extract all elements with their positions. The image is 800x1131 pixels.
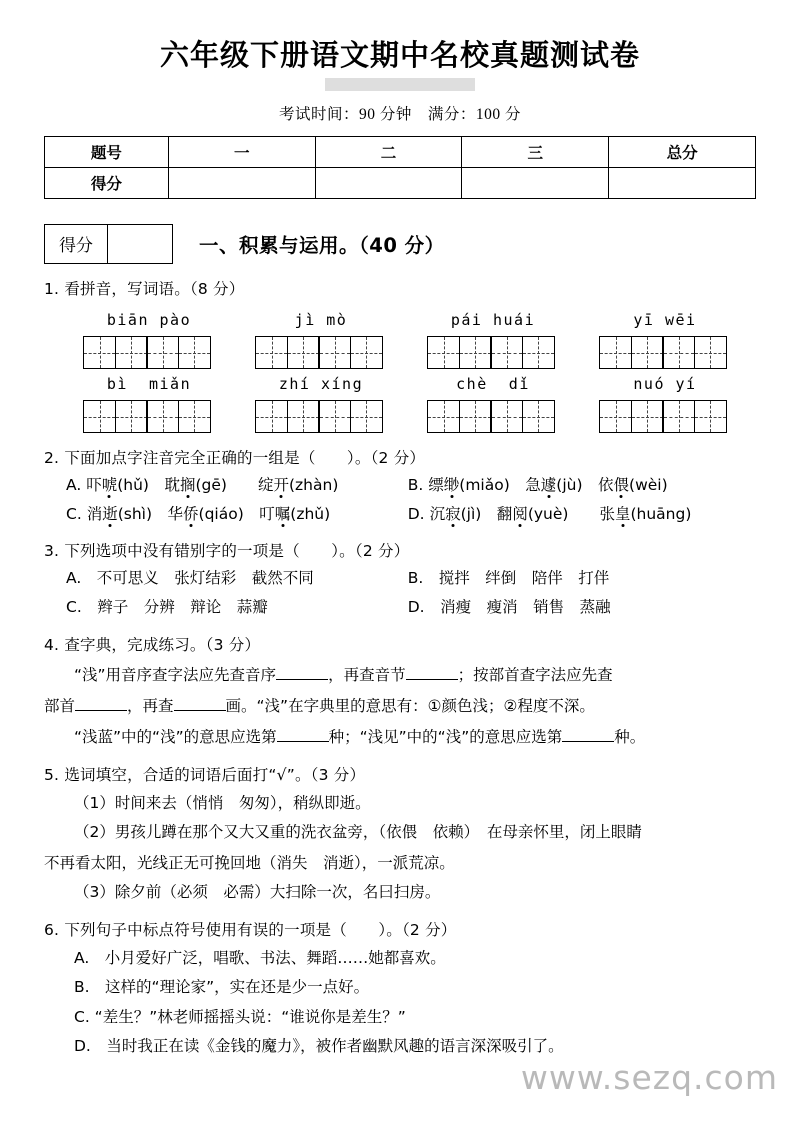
q4-text: “浅蓝”中的“浅”的意思应选第 [74, 727, 277, 746]
option-d[interactable]: D. 消瘦 瘦消 销售 蒸融 [407, 598, 611, 617]
pinyin-label: chè dǐ [456, 375, 530, 394]
tianzige-grid[interactable] [599, 400, 731, 433]
dotted-char: 缈 [443, 476, 460, 495]
row-label-score: 得分 [45, 167, 169, 198]
option-c[interactable]: C. “差生？”林老师摇摇头说：“谁说你是差生？” [74, 1007, 406, 1026]
option-text: (yuè) 张 [527, 505, 615, 524]
tianzi-cell[interactable] [662, 336, 695, 369]
tianzi-cell[interactable] [694, 400, 727, 433]
pinyin-label: biān pào [106, 310, 192, 329]
q4-text: “浅”用音序查字法应先查音序 [74, 665, 277, 684]
answer-blank[interactable] [406, 679, 458, 680]
option-b[interactable]: B. 搅拌 绊倒 陪伴 打伴 [407, 569, 610, 588]
tianzige-grid[interactable] [83, 336, 215, 369]
tianzi-cell[interactable] [83, 336, 116, 369]
tianzi-cell[interactable] [459, 336, 492, 369]
q4-text: 种。 [614, 727, 646, 746]
dotted-char: 唬 [101, 476, 118, 495]
option-text: 沉 [429, 505, 446, 524]
option-d[interactable] [386, 502, 756, 526]
question-3-stem: 3. 下列选项中没有错别字的一项是（ ）。（2 分） [44, 542, 410, 561]
pinyin-group [246, 309, 396, 369]
tianzi-cell[interactable] [115, 400, 148, 433]
dotted-char: 搁 [179, 476, 196, 495]
tianzi-cell[interactable] [255, 400, 288, 433]
tianzi-cell[interactable] [662, 400, 695, 433]
dotted-char: 嘱 [274, 505, 291, 524]
pinyin-label: bì miǎn [106, 375, 192, 394]
pinyin-group [418, 373, 568, 433]
section-score-input[interactable] [108, 225, 172, 263]
question-2-stem: 2. 下面加点字注音完全正确的一组是（ ）。（2 分） [44, 449, 426, 468]
score-cell-3[interactable] [462, 167, 609, 198]
title-smudge [325, 78, 475, 91]
section-score-box [44, 224, 173, 264]
tianzi-cell[interactable] [178, 336, 211, 369]
option-text: 缥 [428, 476, 444, 495]
tianzige-grid[interactable] [599, 336, 731, 369]
option-text: (qiáo) 叮 [198, 505, 275, 524]
question-4-line-3 [44, 725, 756, 750]
tianzige-grid[interactable] [255, 336, 387, 369]
option-d[interactable]: D. 当时我正在读《金钱的魔力》，被作者幽默风趣的语言深深吸引了。 [74, 1036, 564, 1055]
question-4-line-1 [44, 663, 756, 688]
question-5-item-1[interactable]: （1）时间来去（悄悄 匆匆），稍纵即逝。 [74, 793, 371, 812]
tianzi-cell[interactable] [694, 336, 727, 369]
pinyin-row-1 [44, 309, 756, 369]
cell-section-2: 二 [315, 136, 462, 167]
answer-blank[interactable] [562, 741, 614, 742]
q4-text: ；按部首查字法应先查 [457, 665, 613, 684]
question-2 [44, 446, 756, 526]
option-text: (gē) 绽 [195, 476, 274, 495]
dotted-char: 遽 [540, 476, 557, 495]
option-a[interactable]: A. 小月爱好广泛，唱歌、书法、舞蹈……她都喜欢。 [74, 949, 446, 968]
question-5-stem: 5. 选词填空，合适的词语后面打“√”。（3 分） [44, 765, 366, 784]
section-title: 一、积累与运用。（40 分） [199, 233, 445, 257]
question-3-options [44, 566, 756, 619]
question-4-stem: 4. 查字典，完成练习。（3 分） [44, 635, 261, 654]
question-5-item-2-cont[interactable]: 不再看太阳，光线正无可挽回地（消失 消逝），一派荒凉。 [44, 854, 455, 873]
tianzige-grid[interactable] [427, 400, 559, 433]
tianzi-cell[interactable] [83, 400, 116, 433]
dotted-char: 阅 [512, 505, 528, 524]
option-text: 吓 [86, 476, 102, 495]
answer-blank[interactable] [174, 710, 226, 711]
answer-blank[interactable] [277, 741, 329, 742]
dotted-char: 侨 [183, 505, 199, 524]
tianzi-cell[interactable] [522, 336, 555, 369]
tianzi-cell[interactable] [287, 400, 320, 433]
question-4-line-2 [44, 694, 756, 719]
option-letter: B. [407, 476, 424, 495]
pinyin-group [246, 373, 396, 433]
answer-blank[interactable] [276, 679, 328, 680]
option-b[interactable]: B. 这样的“理论家”，实在还是少一点好。 [74, 978, 370, 997]
pinyin-writing-grids [44, 309, 756, 434]
tianzi-cell[interactable] [115, 336, 148, 369]
q4-text: 种；“浅见”中的“浅”的意思应选第 [328, 727, 563, 746]
question-5 [44, 763, 756, 905]
cell-section-1: 一 [168, 136, 315, 167]
question-4 [44, 633, 756, 750]
table-row [45, 167, 756, 198]
option-text: 消 [86, 505, 103, 524]
dotted-char: 寂 [445, 505, 461, 524]
score-summary-table [44, 136, 756, 199]
question-6 [44, 918, 756, 1058]
question-6-stem: 6. 下列句子中标点符号使用有误的一项是（ ）。（2 分） [44, 921, 457, 940]
option-text: (zhǔ) [290, 505, 331, 524]
tianzi-cell[interactable] [318, 336, 351, 369]
tianzi-cell[interactable] [146, 400, 179, 433]
tianzi-cell[interactable] [255, 336, 288, 369]
pinyin-label: yī wēi [633, 310, 697, 329]
option-text: (wèi) [629, 476, 668, 495]
pinyin-label: zhí xíng [278, 375, 364, 394]
tianzi-cell[interactable] [146, 336, 179, 369]
pinyin-group [74, 373, 224, 433]
page-title: 六年级下册语文期中名校真题测试卷 [159, 38, 640, 72]
tianzi-cell[interactable] [490, 336, 523, 369]
option-text: (zhàn) [289, 476, 339, 495]
dotted-char: 开 [273, 476, 289, 495]
tianzige-grid[interactable] [83, 400, 215, 433]
score-cell-1[interactable] [168, 167, 315, 198]
dotted-char: 皇 [614, 505, 631, 524]
question-5-item-2[interactable]: （2）男孩儿蹲在那个又大又重的洗衣盆旁，（依偎 依赖） 在母亲怀里，闭上眼睛 [74, 822, 642, 841]
pinyin-group [590, 373, 740, 433]
q4-text: ，再查 [127, 696, 174, 715]
tianzi-cell[interactable] [490, 400, 523, 433]
cell-section-3: 三 [462, 136, 609, 167]
exam-meta: 考试时间：90 分钟 满分：100 分 [278, 105, 521, 123]
question-1-stem: 1. 看拼音，写词语。（8 分） [44, 279, 245, 298]
pinyin-row-2 [44, 373, 756, 433]
tianzi-cell[interactable] [599, 336, 632, 369]
option-text: (miǎo) 急 [459, 476, 541, 495]
tianzi-cell[interactable] [287, 336, 320, 369]
pinyin-label: nuó yí [633, 375, 697, 394]
tianzi-cell[interactable] [631, 400, 664, 433]
option-text: (jù) 依 [556, 476, 614, 495]
tianzi-cell[interactable] [427, 336, 460, 369]
section-header [44, 224, 756, 264]
pinyin-group [590, 309, 740, 369]
q4-text: 画。“浅”在字典里的意思有：①颜色浅；②程度不深。 [225, 696, 595, 715]
pinyin-label: jì mò [294, 310, 348, 329]
pinyin-label: pái huái [450, 310, 536, 329]
option-letter: A. [66, 476, 82, 495]
cell-section-total: 总分 [609, 136, 756, 167]
tianzi-cell[interactable] [350, 336, 383, 369]
option-a[interactable] [44, 473, 386, 497]
option-letter: C. [66, 505, 82, 524]
tianzige-grid[interactable] [427, 336, 559, 369]
section-score-label: 得分 [45, 225, 108, 263]
tianzi-cell[interactable] [522, 400, 555, 433]
tianzi-cell[interactable] [350, 400, 383, 433]
answer-blank[interactable] [75, 710, 127, 711]
option-letter: D. [407, 505, 425, 524]
option-text: (huāng) [630, 505, 692, 524]
pinyin-group [418, 309, 568, 369]
option-text: (hǔ) 耽 [117, 476, 180, 495]
pinyin-group [74, 309, 224, 369]
question-2-options [44, 473, 756, 526]
option-a[interactable]: A. 不可思义 张灯结彩 截然不同 [66, 569, 314, 588]
option-text: (jì) 翻 [460, 505, 513, 524]
tianzi-cell[interactable] [318, 400, 351, 433]
table-row [45, 136, 756, 167]
tianzi-cell[interactable] [599, 400, 632, 433]
tianzi-cell[interactable] [459, 400, 492, 433]
q4-text: ，再查音节 [328, 665, 406, 684]
score-cell-total[interactable] [609, 167, 756, 198]
tianzige-grid[interactable] [255, 400, 387, 433]
q4-text: 部首 [44, 696, 76, 715]
tianzi-cell[interactable] [631, 336, 664, 369]
question-3 [44, 539, 756, 619]
option-c[interactable]: C. 辫子 分辨 辩论 蒜瓣 [66, 598, 268, 617]
dotted-char: 偎 [613, 476, 630, 495]
row-label-question-number: 题号 [45, 136, 169, 167]
tianzi-cell[interactable] [178, 400, 211, 433]
question-1 [44, 277, 756, 434]
question-5-item-3[interactable]: （3）除夕前（必须 必需）大扫除一次，名曰扫房。 [74, 883, 441, 902]
score-cell-2[interactable] [315, 167, 462, 198]
option-text: (shì) 华 [117, 505, 184, 524]
site-watermark: www.sezq.com [520, 1058, 778, 1097]
option-c[interactable] [44, 502, 386, 526]
option-b[interactable] [386, 473, 756, 497]
tianzi-cell[interactable] [427, 400, 460, 433]
dotted-char: 逝 [102, 505, 118, 524]
